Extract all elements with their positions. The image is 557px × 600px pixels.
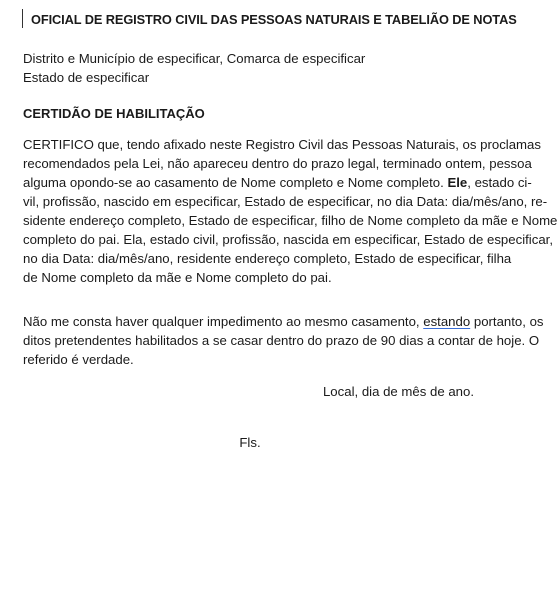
address-line-state: Estado de especificar bbox=[23, 70, 150, 85]
paragraph-text: alguma opondo-se ao casamento de Nome completo e Nome completo. bbox=[23, 175, 444, 190]
certificate-title: CERTIDÃO DE HABILITAÇÃO bbox=[23, 106, 205, 121]
certification-paragraph bbox=[23, 135, 557, 287]
paragraph-line: vil, profissão, nascido em especificar, Estado de especificar, no dia Data: dia/mês/ano, re- bbox=[23, 194, 548, 209]
office-title: OFICIAL DE REGISTRO CIVIL DAS PESSOAS NATURAIS E TABELIÃO DE NOTAS bbox=[31, 12, 517, 27]
paragraph-line: no dia Data: dia/mês/ano, residente endereço completo, Estado de especificar, filha bbox=[23, 251, 512, 266]
impediment-paragraph bbox=[23, 312, 544, 369]
header-divider bbox=[22, 9, 23, 28]
paragraph-line: completo do pai. Ela, estado civil, profissão, nascida em especificar, Estado de especificar, bbox=[23, 232, 553, 247]
paragraph-line: de Nome completo da mãe e Nome completo do pai. bbox=[23, 270, 332, 285]
paragraph-text: , estado ci- bbox=[467, 175, 532, 190]
paragraph-line: CERTIFICO que, tendo afixado neste Registro Civil das Pessoas Naturais, os proclamas bbox=[23, 137, 541, 152]
paragraph-text: portanto, os bbox=[473, 314, 544, 329]
paragraph-line: recomendados pela Lei, não apareceu dentro do prazo legal, terminado ontem, pessoa bbox=[23, 156, 532, 171]
bold-pronoun: Ele bbox=[447, 175, 468, 190]
address-line-district: Distrito e Município de especificar, Comarca de especificar bbox=[23, 51, 366, 66]
spellcheck-word: estando bbox=[423, 314, 471, 329]
place-date-line: Local, dia de mês de ano. bbox=[322, 384, 474, 399]
paragraph-text: Não me consta haver qualquer impedimento ao mesmo casamento, bbox=[23, 314, 420, 329]
paragraph-line: sidente endereço completo, Estado de especificar, filho de Nome completo da mãe e Nome bbox=[23, 213, 557, 228]
folio-label: Fls. bbox=[239, 435, 261, 450]
paragraph-line bbox=[23, 173, 532, 192]
paragraph-line: ditos pretendentes habilitados a se casar dentro do prazo de 90 dias a contar de hoje. O bbox=[23, 333, 540, 348]
paragraph-line: referido é verdade. bbox=[23, 352, 134, 367]
address-block bbox=[23, 49, 483, 87]
paragraph-line bbox=[23, 312, 544, 331]
